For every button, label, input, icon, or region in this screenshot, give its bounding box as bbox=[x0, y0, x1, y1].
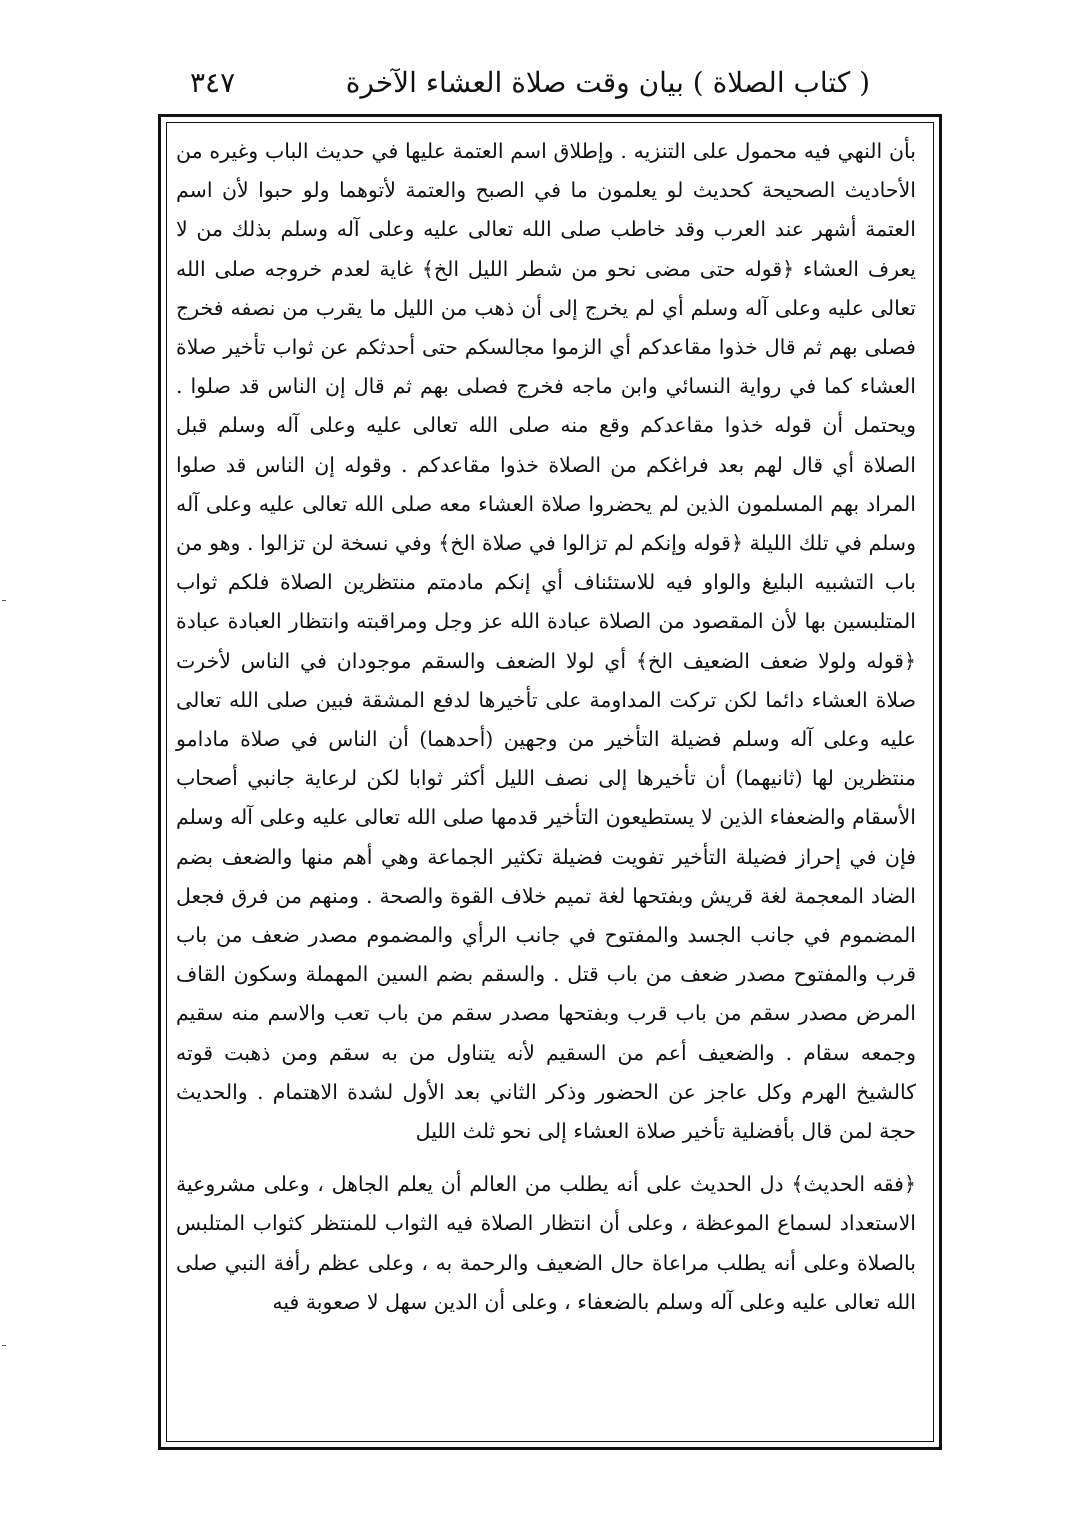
page-header bbox=[150, 62, 950, 112]
page-number: ٣٤٧ bbox=[190, 66, 236, 99]
main-text bbox=[176, 132, 916, 1322]
fiqh-paragraph: ﴿فقه الحديث﴾ دل الحديث على أنه يطلب من العالم أن يعلم الجاهل ، وعلى مشروعية الاستعداد لسماع الموعظة ، وعلى أن انتظار الصلاة فيه الثواب للمنتظر كثواب المتلبس بالصلاة وعلى أنه يطلب مراعاة حال الضعيف والرحمة به ، وعلى عظم رأفة النبي صلى الله تعالى عليه وعلى آله وسلم بالضعفاء ، وعلى أن الدين سهل لا صعوبة فيه bbox=[176, 1172, 916, 1314]
commentary-paragraph: بأن النهي فيه محمول على التنزيه . وإطلاق اسم العتمة عليها في حديث الباب وغيره من الأحاديث الصحيحة كحديث لو يعلمون ما في الصبح والعتمة لأتوهما ولو حبوا لأن اسم العتمة أشهر عند العرب وقد خاطب صلى الله تعالى عليه وعلى آله وسلم بذلك من لا يعرف العشاء ﴿قوله حتى مضى نحو من شطر الليل الخ﴾ غاية لعدم خروجه صلى الله تعالى عليه وعلى آله وسلم أي لم يخرج إلى أن ذهب من الليل ما يقرب من نصفه فخرج فصلى بهم ثم قال خذوا مقاعدكم أي الزموا مجالسكم حتى أحدثكم عن ثواب تأخير صلاة العشاء كما في رواية النسائي وابن ماجه فخرج فصلى بهم ثم قال إن الناس قد صلوا . ويحتمل أن قوله خذوا مقاعدكم وقع منه صلى الله تعالى عليه وعلى آله وسلم قبل الصلاة أي قال لهم بعد فراغكم من الصلاة خذوا مقاعدكم . وقوله إن الناس قد صلوا المراد بهم المسلمون الذين لم يحضروا صلاة العشاء معه صلى الله تعالى عليه وعلى آله وسلم في تلك الليلة ﴿قوله وإنكم لم تزالوا في صلاة الخ﴾ وفي نسخة لن تزالوا . وهو من باب التشبيه البليغ والواو فيه للاستئناف أي إنكم مادمتم منتظرين الصلاة فلكم ثواب المتلبسين بها لأن المقصود من الصلاة عبادة الله عز وجل ومراقبته وانتظار العبادة عبادة ﴿قوله ولولا ضعف الضعيف الخ﴾ أي لولا الضعف والسقم موجودان في الناس لأخرت صلاة العشاء دائما لكن تركت المداومة على تأخيرها لدفع المشقة فبين صلى الله تعالى عليه وعلى آله وسلم فضيلة التأخير من وجهين (أحدهما) أن الناس في صلاة مادامو منتظرين لها (ثانيهما) أن تأخيرها إلى نصف الليل أكثر ثوابا لكن لرعاية جانبي أصحاب الأسقام والضعفاء الذين لا يستطيعون التأخير قدمها صلى الله تعالى عليه وعلى آله وسلم فإن في إحراز فضيلة التأخير تفويت فضيلة تكثير الجماعة وهي أهم منها والضعف بضم الضاد المعجمة لغة قريش وبفتحها لغة تميم خلاف القوة والصحة . ومنهم من فرق فجعل المضموم في جانب الجسد والمفتوح في جانب الرأي والمضموم مصدر ضعف من باب قرب والمفتوح مصدر ضعف من باب قتل . والسقم بضم السين المهملة وسكون القاف المرض مصدر سقم من باب قرب وبفتحها مصدر سقم من باب تعب والاسم منه سقيم وجمعه سقام . والضعيف أعم من السقيم لأنه يتناول من به سقم ومن ذهبت قوته كالشيخ الهرم وكل عاجز عن الحضور وذكر الثاني بعد الأول لشدة الاهتمام . والحديث حجة لمن قال بأفضلية تأخير صلاة العشاء إلى نحو ثلث الليل bbox=[176, 139, 916, 1144]
running-title: ( كتاب الصلاة ) بيان وقت صلاة العشاء الآخرة bbox=[345, 66, 870, 99]
margin-tick bbox=[2, 1345, 6, 1346]
margin-tick bbox=[2, 600, 6, 601]
